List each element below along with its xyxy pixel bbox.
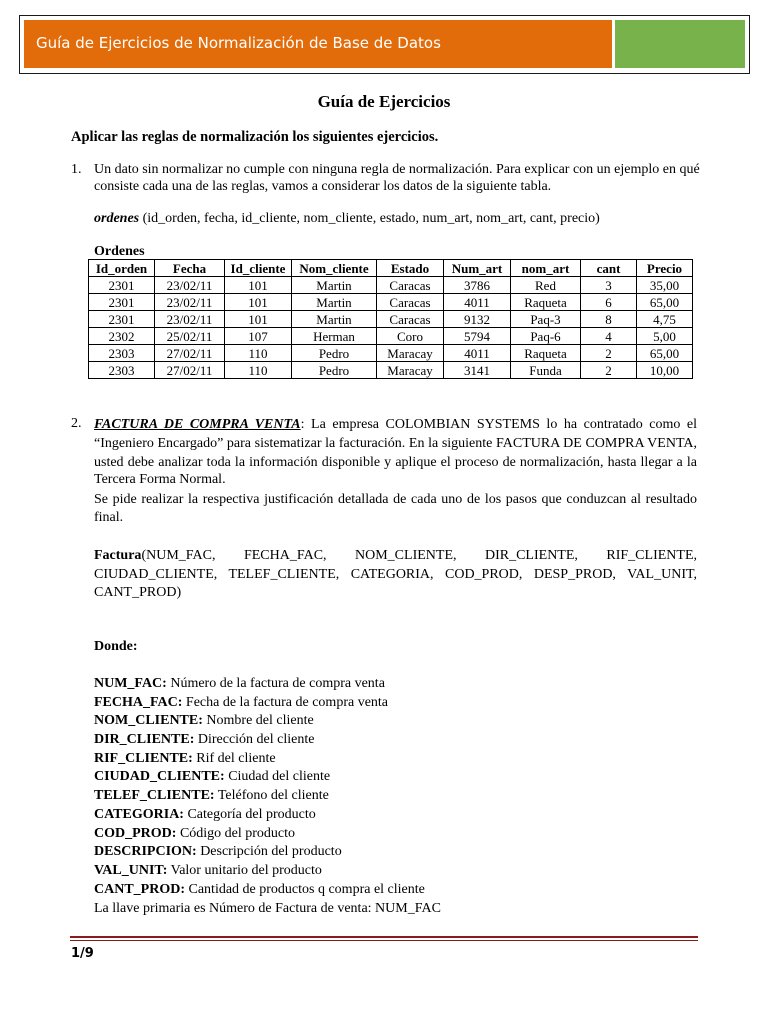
- table-cell: 4011: [444, 294, 511, 311]
- table-cell: Paq-3: [511, 311, 581, 328]
- definition-item: [94, 843, 342, 861]
- table-row: [89, 328, 693, 345]
- definition-term: COD_PROD:: [94, 825, 177, 841]
- header-banner: [19, 15, 750, 74]
- table-cell: 101: [225, 311, 292, 328]
- column-header: nom_art: [511, 260, 581, 277]
- item-2-line-3: usted debe analizar toda la información disponible y aplique el proceso de normalización, hasta llegar a la: [94, 455, 697, 470]
- item-1-line-2: consiste cada una de las reglas, vamos a considerar los datos de la siguiente tabla.: [94, 179, 552, 194]
- table-cell: Caracas: [377, 294, 444, 311]
- factura-fields-1: (NUM_FAC, FECHA_FAC, NOM_CLIENTE, DIR_CLIENTE, RIF_CLIENTE,: [141, 548, 697, 563]
- table-cell: 4,75: [637, 311, 693, 328]
- table-cell: Raqueta: [511, 345, 581, 362]
- table-cell: Martin: [292, 277, 377, 294]
- definition-desc: Valor unitario del producto: [167, 863, 322, 878]
- table-row: [89, 311, 693, 328]
- table-cell: 6: [581, 294, 637, 311]
- table-cell: Martin: [292, 311, 377, 328]
- table-cell: 101: [225, 277, 292, 294]
- table-cell: Coro: [377, 328, 444, 345]
- column-header: Precio: [637, 260, 693, 277]
- table-cell: Herman: [292, 328, 377, 345]
- table-cell: 3: [581, 277, 637, 294]
- table-cell: 23/02/11: [155, 294, 225, 311]
- page-title: Guía de Ejercicios: [317, 92, 451, 111]
- table-cell: 8: [581, 311, 637, 328]
- table-row: [89, 345, 693, 362]
- definition-desc: Ciudad del cliente: [224, 769, 331, 784]
- header-accent-block: [615, 20, 745, 68]
- table-cell: 5794: [444, 328, 511, 345]
- definition-term: TELEF_CLIENTE:: [94, 788, 215, 803]
- item-1-number: 1.: [71, 162, 82, 177]
- table-cell: 2: [581, 362, 637, 379]
- table-cell: 23/02/11: [155, 277, 225, 294]
- definition-item: [94, 750, 276, 768]
- definition-desc: Número de la factura de compra venta: [166, 676, 385, 691]
- definition-term: NUM_FAC:: [94, 676, 167, 691]
- table-cell: 2301: [89, 311, 155, 328]
- orders-table: [88, 259, 693, 379]
- definition-item: [94, 694, 388, 712]
- header-title: Guía de Ejercicios de Normalización de Base de Datos: [36, 34, 441, 52]
- table-cell: 2302: [89, 328, 155, 345]
- item-1-line-1: Un dato sin normalizar no cumple con ninguna regla de normalización. Para explicar con un ejemplo en qué: [94, 162, 700, 177]
- definition-term: CIUDAD_CLIENTE:: [94, 769, 225, 784]
- definition-desc: Rif del cliente: [192, 750, 276, 766]
- item-2-line-4: Tercera Forma Normal.: [94, 472, 226, 487]
- column-header: cant: [581, 260, 637, 277]
- table-cell: 2303: [89, 345, 155, 362]
- table-cell: 27/02/11: [155, 362, 225, 379]
- schema-fields: (id_orden, fecha, id_cliente, nom_cliente, estado, num_art, nom_art, cant, precio): [139, 211, 600, 226]
- table-cell: 35,00: [637, 277, 693, 294]
- definition-item: [94, 731, 314, 749]
- footer-rule: [70, 936, 698, 938]
- definition-term: RIF_CLIENTE:: [94, 750, 193, 766]
- table-cell: 4: [581, 328, 637, 345]
- table-row: [89, 362, 693, 379]
- table-cell: Maracay: [377, 345, 444, 362]
- schema-name: ordenes: [94, 211, 140, 226]
- table-cell: 101: [225, 294, 292, 311]
- table-cell: 2: [581, 345, 637, 362]
- table-cell: Pedro: [292, 362, 377, 379]
- table-cell: 110: [225, 345, 292, 362]
- table-cell: 65,00: [637, 345, 693, 362]
- definition-term: FECHA_FAC:: [94, 694, 183, 710]
- definition-term: DESCRIPCION:: [94, 844, 197, 859]
- definition-term: VAL_UNIT:: [94, 863, 168, 878]
- item-2-line-5: Se pide realizar la respectiva justificación detallada de cada uno de los pasos que conduzcan al resultado: [94, 492, 697, 507]
- primary-key-note: La llave primaria es Número de Factura de venta: NUM_FAC: [94, 900, 441, 916]
- table-cell: 25/02/11: [155, 328, 225, 345]
- table-cell: 4011: [444, 345, 511, 362]
- definition-item: [94, 881, 425, 899]
- definition-desc: Categoría del producto: [183, 807, 316, 822]
- footer-rule-thin: [70, 940, 698, 941]
- factura-line-3: CANT_PROD): [94, 585, 182, 600]
- table-cell: 27/02/11: [155, 345, 225, 362]
- column-header: Id_cliente: [225, 260, 292, 277]
- table-cell: Caracas: [377, 277, 444, 294]
- table-cell: 2303: [89, 362, 155, 379]
- definition-item: [94, 862, 322, 880]
- table-cell: Caracas: [377, 311, 444, 328]
- item-2-line-2: “Ingeniero Encargado” para sistematizar la facturación. En la siguiente FACTURA DE COMPRA VENTA,: [94, 436, 697, 451]
- definition-item: [94, 825, 295, 843]
- definition-desc: Cantidad de productos q compra el cliente: [185, 882, 425, 897]
- item-2-line-6: final.: [94, 510, 124, 525]
- table-cell: 2301: [89, 294, 155, 311]
- item-2-line-1: [94, 415, 697, 434]
- table-cell: Maracay: [377, 362, 444, 379]
- definition-desc: Código del producto: [176, 825, 296, 841]
- table-cell: 107: [225, 328, 292, 345]
- table-cell: Martin: [292, 294, 377, 311]
- definition-term: DIR_CLIENTE:: [94, 732, 195, 747]
- definition-desc: Nombre del cliente: [202, 713, 314, 728]
- column-header: Id_orden: [89, 260, 155, 277]
- table-cell: 23/02/11: [155, 311, 225, 328]
- definition-item: [94, 675, 385, 693]
- table-cell: 9132: [444, 311, 511, 328]
- header-title-bar: [24, 20, 612, 68]
- table-cell: 2301: [89, 277, 155, 294]
- table-cell: Raqueta: [511, 294, 581, 311]
- column-header: Num_art: [444, 260, 511, 277]
- donde-label: Donde:: [94, 639, 138, 654]
- definition-item: [94, 806, 316, 824]
- column-header: Nom_cliente: [292, 260, 377, 277]
- table-cell: 110: [225, 362, 292, 379]
- table-caption: Ordenes: [94, 244, 145, 259]
- factura-name: Factura: [94, 548, 142, 563]
- page-number: 1/9: [71, 946, 94, 961]
- table-cell: Funda: [511, 362, 581, 379]
- item-2-line-1-text: : La empresa COLOMBIAN SYSTEMS lo ha contratado como el: [300, 417, 697, 432]
- definition-item: [94, 768, 330, 786]
- definition-term: NOM_CLIENTE:: [94, 713, 203, 728]
- definition-desc: Dirección del cliente: [194, 732, 315, 747]
- definition-desc: Fecha de la factura de compra venta: [182, 694, 389, 710]
- factura-line-2: CIUDAD_CLIENTE, TELEF_CLIENTE, CATEGORIA, COD_PROD, DESP_PROD, VAL_UNIT,: [94, 567, 697, 582]
- item-2-heading: FACTURA DE COMPRA VENTA: [94, 417, 301, 432]
- definition-term: CATEGORIA:: [94, 807, 184, 822]
- table-cell: Paq-6: [511, 328, 581, 345]
- table-cell: 3786: [444, 277, 511, 294]
- definition-item: [94, 787, 329, 805]
- definition-term: CANT_PROD:: [94, 882, 185, 897]
- table-cell: 10,00: [637, 362, 693, 379]
- definition-desc: Teléfono del cliente: [214, 788, 329, 803]
- table-cell: Red: [511, 277, 581, 294]
- table-header-row: [89, 260, 693, 277]
- definition-desc: Descripción del producto: [196, 844, 342, 859]
- subtitle: Aplicar las reglas de normalización los siguientes ejercicios.: [71, 129, 439, 145]
- column-header: Estado: [377, 260, 444, 277]
- item-2-number: 2.: [71, 416, 82, 431]
- schema-ordenes: [94, 210, 600, 228]
- definition-item: [94, 712, 314, 730]
- column-header: Fecha: [155, 260, 225, 277]
- table-cell: 5,00: [637, 328, 693, 345]
- table-cell: Pedro: [292, 345, 377, 362]
- factura-line-1: [94, 546, 697, 565]
- table-cell: 3141: [444, 362, 511, 379]
- table-row: [89, 294, 693, 311]
- table-cell: 65,00: [637, 294, 693, 311]
- table-row: [89, 277, 693, 294]
